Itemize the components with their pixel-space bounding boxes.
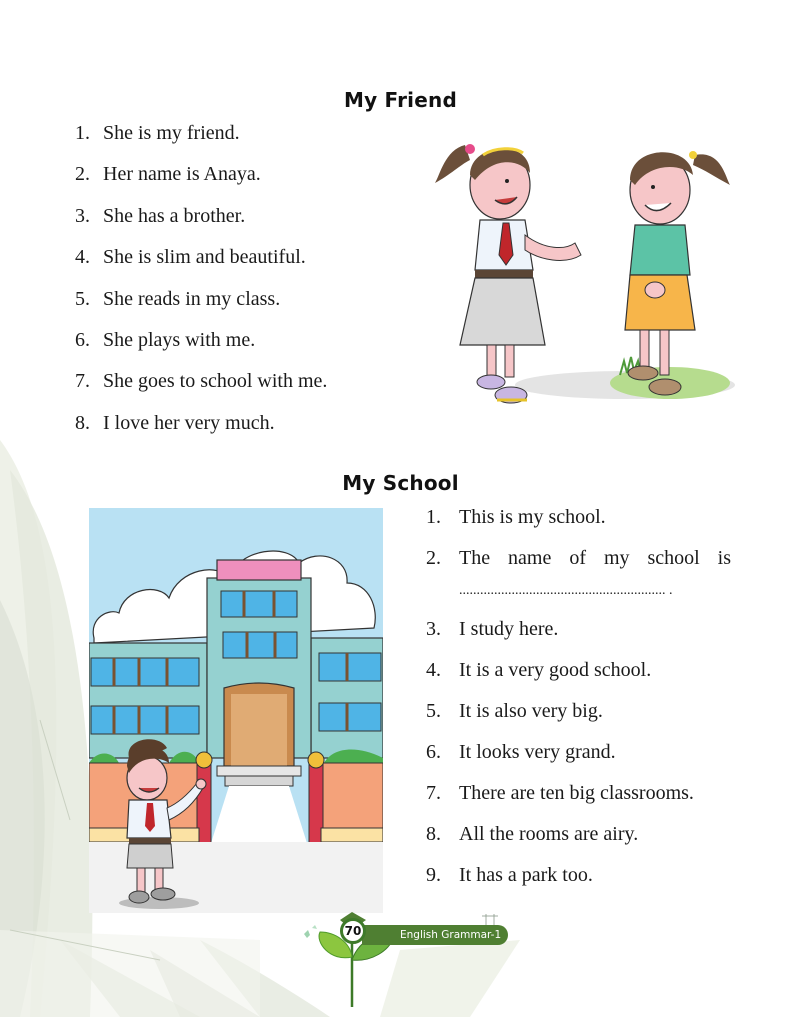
item-number: 2. (426, 547, 441, 569)
item-text: She is my friend. (103, 122, 240, 144)
item-number: 5. (75, 287, 90, 310)
list-item (75, 288, 415, 329)
boy-in-front-of-school-illustration (89, 508, 383, 913)
section-title-my-school: My School (342, 471, 459, 495)
item-text: It is also very big. (459, 700, 603, 722)
item-text: She is slim and beautiful. (103, 246, 306, 269)
item-text: Her name is Anaya. (103, 163, 261, 186)
school-sentence-list (426, 506, 731, 905)
list-item (426, 659, 731, 700)
list-item (75, 122, 415, 163)
item-text: It has a park too. (459, 864, 593, 886)
item-number: 7. (426, 782, 441, 804)
page-number: 70 (344, 924, 362, 938)
item-number: 1. (75, 122, 90, 144)
item-number: 7. (75, 370, 90, 393)
book-title-banner (362, 925, 508, 945)
item-number: 3. (426, 618, 441, 640)
list-item (426, 864, 731, 905)
item-text: She goes to school with me. (103, 370, 328, 393)
item-text: All the rooms are airy. (459, 823, 639, 845)
item-text: The name of my school is (459, 547, 731, 569)
item-number: 8. (75, 411, 90, 434)
list-item (75, 163, 415, 204)
item-text: I love her very much. (103, 411, 275, 434)
list-item (426, 618, 731, 659)
list-item (75, 370, 415, 411)
list-item (426, 547, 731, 618)
list-item (75, 412, 415, 453)
list-item (426, 741, 731, 782)
item-text: It looks very grand. (459, 741, 616, 763)
item-text: I study here. (459, 618, 559, 640)
item-text: She has a brother. (103, 204, 246, 227)
item-number: 1. (426, 506, 441, 528)
list-item (75, 246, 415, 287)
item-number: 6. (75, 328, 90, 351)
list-item (426, 506, 731, 547)
item-number: 3. (75, 204, 90, 227)
two-girls-talking-illustration (425, 125, 745, 415)
friend-sentence-list (75, 122, 415, 453)
page-number-badge (340, 918, 366, 944)
list-item (426, 700, 731, 741)
item-text: She reads in my class. (103, 287, 281, 310)
item-number: 8. (426, 823, 441, 845)
item-number: 2. (75, 163, 90, 186)
item-text: She plays with me. (103, 328, 256, 351)
fill-in-blank-line: ........................................................... . (459, 583, 673, 598)
list-item (426, 782, 731, 823)
book-title: English Grammar-1 (400, 929, 502, 941)
item-number: 4. (426, 659, 441, 681)
section-title-my-friend: My Friend (344, 88, 457, 112)
item-number: 5. (426, 700, 441, 722)
list-item (75, 205, 415, 246)
page-footer (290, 912, 520, 1012)
item-text: It is a very good school. (459, 659, 652, 681)
item-number: 6. (426, 741, 441, 763)
item-number: 4. (75, 246, 90, 269)
list-item (75, 329, 415, 370)
list-item (426, 823, 731, 864)
item-text: This is my school. (459, 506, 606, 528)
item-text: There are ten big classrooms. (459, 782, 694, 804)
item-number: 9. (426, 864, 441, 886)
